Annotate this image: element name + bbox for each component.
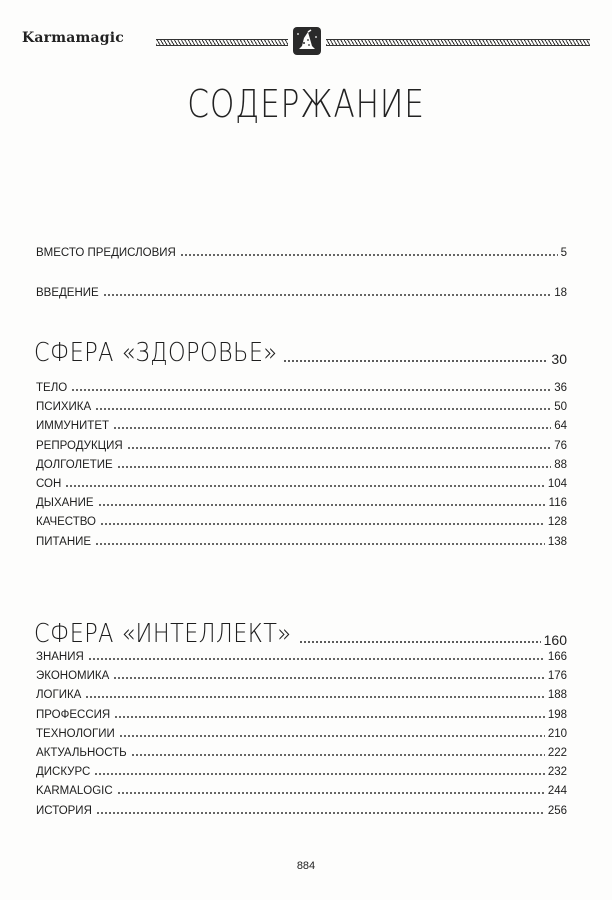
toc-entry-label: КАЧЕСТВО: [36, 516, 96, 528]
dot-leader: [96, 812, 545, 814]
toc-entry-label: ТЕЛО: [36, 382, 68, 394]
dot-leader: [85, 696, 544, 698]
dot-leader: [117, 792, 545, 794]
toc-entry[interactable]: [36, 516, 567, 528]
dot-leader: [299, 641, 540, 643]
toc-entry[interactable]: [36, 382, 567, 394]
dot-leader: [131, 754, 545, 756]
toc-entry[interactable]: [36, 709, 567, 721]
toc-entry[interactable]: [36, 670, 567, 682]
page-header: [22, 28, 590, 58]
section-heading-label: СФЕРА «ЗДОРОВЬЕ»: [34, 338, 278, 368]
toc-entry-label: ВВЕДЕНИЕ: [36, 287, 99, 299]
dot-leader: [113, 427, 551, 429]
toc-entry[interactable]: [36, 401, 567, 413]
dot-leader: [94, 773, 544, 775]
wizard-hat-icon: [288, 26, 326, 60]
toc-entry-label: АКТУАЛЬНОСТЬ: [36, 747, 127, 759]
toc-entry-label: ИСТОРИЯ: [36, 805, 92, 817]
toc-entry[interactable]: [36, 536, 567, 548]
toc-entry-page: 256: [547, 805, 567, 817]
header-rule: [156, 39, 590, 46]
section-heading-label: СФЕРА «ИНТЕЛЛЕКТ»: [34, 619, 292, 649]
toc-entry-label: ДЫХАНИЕ: [36, 497, 94, 509]
toc-entry-page: 244: [547, 785, 567, 797]
section-heading-page: 30: [551, 351, 567, 367]
toc-entry-page: 36: [554, 382, 567, 394]
toc-entry-label: ПРОФЕССИЯ: [36, 709, 111, 721]
toc-entry-page: 88: [554, 459, 567, 471]
dot-leader: [65, 485, 545, 487]
dot-leader: [114, 716, 545, 718]
toc-entry-page: 222: [547, 747, 567, 759]
dot-leader: [180, 254, 558, 256]
toc-entry-label: ПИТАНИЕ: [36, 536, 92, 548]
toc-entry[interactable]: [36, 459, 567, 471]
toc-entry-page: 104: [547, 478, 567, 490]
dot-leader: [71, 389, 551, 391]
dot-leader: [95, 408, 551, 410]
toc-entry[interactable]: [36, 440, 567, 452]
section-heading[interactable]: [34, 339, 567, 367]
toc-entry[interactable]: [36, 287, 567, 299]
toc-entry-page: 138: [547, 536, 567, 548]
dot-leader: [127, 447, 551, 449]
toc-entry[interactable]: [36, 766, 567, 778]
toc-entry[interactable]: [36, 497, 567, 509]
page-number: 884: [296, 860, 316, 872]
toc-entry-page: 232: [547, 766, 567, 778]
toc-entry[interactable]: [36, 247, 567, 259]
toc-entry-page: 116: [548, 497, 567, 509]
toc-entry-label: ПСИХИКА: [36, 401, 92, 413]
toc-entry[interactable]: [36, 785, 567, 797]
toc-entry-label: ЛОГИКА: [36, 689, 82, 701]
toc-entry-page: 198: [547, 709, 567, 721]
toc-entry-label: ЗНАНИЯ: [36, 651, 84, 663]
toc-entry-label: СОН: [36, 478, 62, 490]
toc-entry-label: ТЕХНОЛОГИИ: [36, 728, 115, 740]
toc-entry-label: ДОЛГОЛЕТИЕ: [36, 459, 113, 471]
dot-leader: [117, 466, 551, 468]
page-title: СОДЕРЖАНИЕ: [187, 82, 425, 126]
toc-entry-label: KARMALOGIC: [36, 785, 113, 797]
dot-leader: [100, 523, 545, 525]
brand-name: Karmamagic: [22, 30, 125, 46]
toc-entry-page: 188: [547, 689, 567, 701]
section-heading-page: 160: [543, 632, 567, 648]
toc-entry-page: 128: [547, 516, 567, 528]
toc-entry-label: ИММУНИТЕТ: [36, 420, 110, 432]
dot-leader: [98, 504, 546, 506]
toc-entry-page: 64: [554, 420, 567, 432]
toc-entry[interactable]: [36, 728, 567, 740]
dot-leader: [283, 360, 548, 362]
toc-entry-page: 18: [554, 287, 567, 299]
toc-entry-label: ВМЕСТО ПРЕДИСЛОВИЯ: [36, 247, 176, 259]
dot-leader: [119, 735, 545, 737]
dot-leader: [103, 294, 551, 296]
toc-entry[interactable]: [36, 651, 567, 663]
toc-entry[interactable]: [36, 805, 567, 817]
toc-entry-page: 166: [547, 651, 567, 663]
toc-entry-page: 76: [554, 440, 567, 452]
toc-entry[interactable]: [36, 420, 567, 432]
dot-leader: [95, 543, 545, 545]
toc-entry-page: 176: [547, 670, 567, 682]
dot-leader: [113, 677, 545, 679]
toc-entry-label: РЕПРОДУКЦИЯ: [36, 440, 123, 452]
toc-entry-label: ЭКОНОМИКА: [36, 670, 110, 682]
toc-entry-label: ДИСКУРС: [36, 766, 91, 778]
toc-entry-page: 210: [547, 728, 567, 740]
section-heading[interactable]: [34, 620, 567, 648]
toc-entry-page: 5: [560, 247, 567, 259]
dot-leader: [88, 658, 545, 660]
toc-entry[interactable]: [36, 689, 567, 701]
toc-entry[interactable]: [36, 478, 567, 490]
toc-entry-page: 50: [554, 401, 567, 413]
toc-entry[interactable]: [36, 747, 567, 759]
